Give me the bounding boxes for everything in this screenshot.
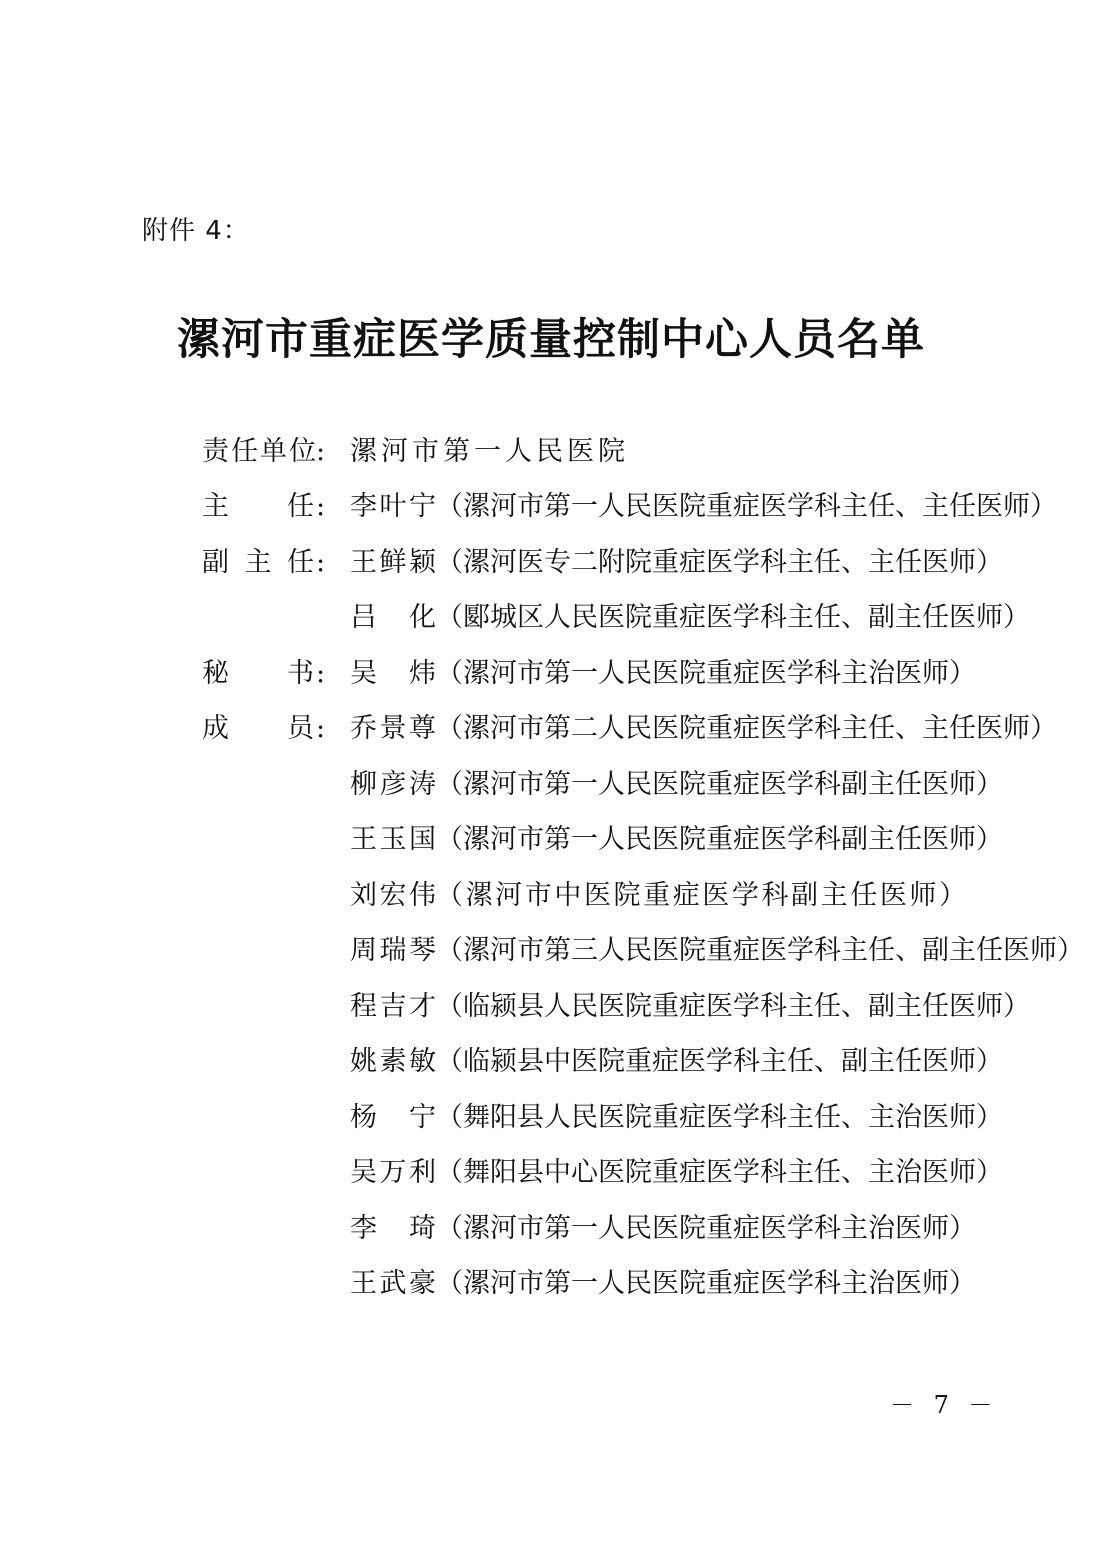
colon: : xyxy=(316,547,326,578)
person-description: （漯河市第三人民医院重症医学科主任、副主任医师） xyxy=(436,935,1084,966)
roster-row xyxy=(0,543,1102,583)
person-entry xyxy=(350,598,1030,638)
roster-row xyxy=(0,1264,1102,1304)
colon: : xyxy=(316,713,326,744)
person-name: 程吉才 xyxy=(350,991,436,1022)
person-name: 吴万利 xyxy=(350,1157,436,1188)
roster-row xyxy=(0,1098,1102,1138)
roster-row xyxy=(0,1209,1102,1249)
responsible-unit-value: 漯河市第一人民医院 xyxy=(350,436,629,467)
person-name: 李琦 xyxy=(350,1213,436,1244)
person-entry xyxy=(350,487,1057,527)
person-name: 乔景尊 xyxy=(350,713,436,744)
attachment-label: 附件 4： xyxy=(142,216,250,246)
responsible-unit-row xyxy=(0,432,1102,472)
person-entry xyxy=(350,1153,1003,1193)
roster-row xyxy=(0,1153,1102,1193)
roster-row xyxy=(0,876,1102,916)
document-title: 漯河市重症医学质量控制中心人员名单 xyxy=(177,315,925,365)
roster-row xyxy=(0,487,1102,527)
person-description: （漯河医专二附院重症医学科主任、主任医师） xyxy=(436,547,1003,578)
person-name: 吕化 xyxy=(350,602,436,633)
person-name: 刘宏伟 xyxy=(350,880,436,911)
person-description: （漯河市第一人民医院重症医学科主治医师） xyxy=(436,658,976,689)
person-description: （漯河市第一人民医院重症医学科副主任医师） xyxy=(436,824,1003,855)
person-description: （郾城区人民医院重症医学科主任、副主任医师） xyxy=(436,602,1030,633)
person-description: （临颍县人民医院重症医学科主任、副主任医师） xyxy=(436,991,1030,1022)
role-label: 秘 书 xyxy=(202,658,314,689)
responsible-unit-label: 责任单位 xyxy=(202,436,318,467)
person-description: （舞阳县中心医院重症医学科主任、主治医师） xyxy=(436,1157,1003,1188)
person-name: 王武豪 xyxy=(350,1268,436,1299)
role-label: 副 主 任 xyxy=(202,547,314,578)
person-description: （漯河市第一人民医院重症医学科主治医师） xyxy=(436,1213,976,1244)
person-name: 王鲜颖 xyxy=(350,547,436,578)
person-entry xyxy=(350,876,970,916)
person-entry xyxy=(350,543,1003,583)
person-entry xyxy=(350,1209,976,1249)
person-name: 杨宁 xyxy=(350,1102,436,1133)
person-description: （漯河市第二人民医院重症医学科主任、主任医师） xyxy=(436,713,1057,744)
person-name: 柳彦涛 xyxy=(350,769,436,800)
person-entry xyxy=(350,1098,1003,1138)
colon: : xyxy=(316,436,326,467)
roster-row xyxy=(0,765,1102,805)
person-entry xyxy=(350,1264,976,1304)
role-label: 成 员 xyxy=(202,713,314,744)
colon: : xyxy=(316,658,326,689)
person-description: （漯河市第一人民医院重症医学科主治医师） xyxy=(436,1268,976,1299)
person-name: 周瑞琴 xyxy=(350,935,436,966)
person-entry xyxy=(350,820,1003,860)
colon: : xyxy=(316,491,326,522)
person-entry xyxy=(350,709,1057,749)
roster-row xyxy=(0,931,1102,971)
person-name: 姚素敏 xyxy=(350,1046,436,1077)
person-name: 王玉国 xyxy=(350,824,436,855)
roster-row xyxy=(0,1042,1102,1082)
person-entry xyxy=(350,1042,1003,1082)
roster-row xyxy=(0,820,1102,860)
person-name: 吴炜 xyxy=(350,658,436,689)
person-entry xyxy=(350,654,976,694)
roster-row xyxy=(0,987,1102,1027)
person-description: （舞阳县人民医院重症医学科主任、主治医师） xyxy=(436,1102,1003,1133)
person-description: （临颍县中医院重症医学科主任、副主任医师） xyxy=(436,1046,1003,1077)
person-name: 李叶宁 xyxy=(350,491,436,522)
person-entry xyxy=(350,987,1030,1027)
roster-row xyxy=(0,598,1102,638)
person-description: （漯河市第一人民医院重症医学科主任、主任医师） xyxy=(436,491,1057,522)
role-label: 主 任 xyxy=(202,491,314,522)
roster-row xyxy=(0,654,1102,694)
person-description: （漯河市中医院重症医学科副主任医师） xyxy=(436,880,966,911)
person-entry xyxy=(350,931,1084,971)
page-number: － 7 － xyxy=(890,1391,999,1419)
person-description: （漯河市第一人民医院重症医学科副主任医师） xyxy=(436,769,1003,800)
roster-row xyxy=(0,709,1102,749)
person-entry xyxy=(350,765,1003,805)
